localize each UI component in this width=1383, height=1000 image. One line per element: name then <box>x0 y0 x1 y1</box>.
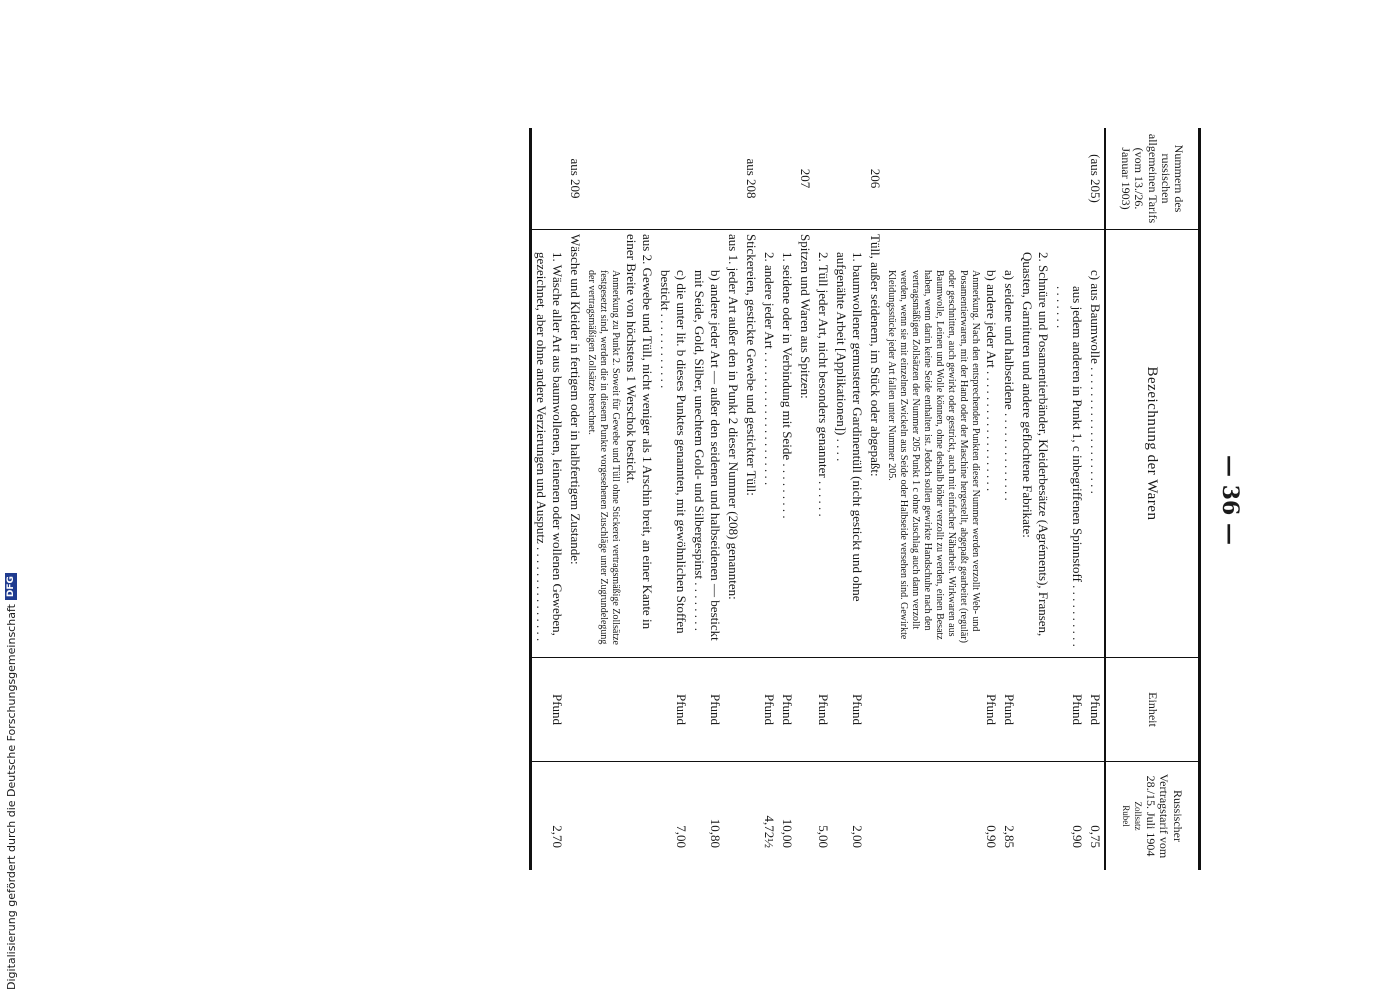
table-row <box>656 128 690 870</box>
tariff-number-cell <box>1000 128 1018 230</box>
digitization-footer <box>0 576 22 1000</box>
tariff-number-cell <box>724 128 742 230</box>
tariff-number-cell: 207 <box>796 128 814 230</box>
header-goods-description: Bezeichnung der Waren <box>1106 230 1198 658</box>
table-row <box>884 128 982 870</box>
tariff-number-cell: (aus 205) <box>1086 128 1104 230</box>
duty-rate-cell <box>742 762 760 870</box>
unit-cell: Pfund <box>814 658 832 762</box>
duty-rate-cell: 2,00 <box>850 825 865 848</box>
unit-cell <box>622 658 656 762</box>
unit-cell: Pfund <box>532 658 566 762</box>
duty-rate-cell <box>1018 762 1052 870</box>
table-row <box>1086 128 1104 870</box>
unit-cell: Pfund <box>656 658 690 762</box>
table-row <box>532 128 566 870</box>
description-cell: Tüll, außer seidenem, im Stück oder abgepaßt: <box>866 230 884 658</box>
unit-cell <box>566 658 584 762</box>
annotation-cell: Anmerkung zu Punkt 2. Soweit für Gewebe und Tüll ohne Stickerei vertragsmäßige Zollsätze festgesetzt sind, werden die in diesem Punkte vorgesehenen Zuschläge unter Zugrundelegung der vertragsmäßigen Zollsätze berechnet. <box>584 230 622 658</box>
table-row <box>1000 128 1018 870</box>
tariff-number-cell <box>1052 128 1086 230</box>
duty-rate-cell: 4,72½ <box>762 815 777 848</box>
tariff-number-cell <box>982 128 1000 230</box>
page-number: — 36 — <box>1217 455 1243 545</box>
table-row <box>982 128 1000 870</box>
tariff-number-cell <box>814 128 832 230</box>
header-duty-rate-unit: Rubel <box>1121 805 1132 827</box>
tariff-number-cell <box>832 128 866 230</box>
unit-cell <box>742 658 760 762</box>
table-row <box>760 128 778 870</box>
header-tariff-number: Nummern des russischen allgemeinen Tarifs (vom 13./26. Januar 1903) <box>1106 128 1198 230</box>
tariff-number-cell <box>532 128 566 230</box>
unit-cell: Pfund <box>1000 658 1018 762</box>
description-cell: Stickereien, gestickte Gewebe und gestickter Tüll: <box>742 230 760 658</box>
description-cell: aus jedem anderen in Punkt 1, c inbegriffenen Spinnstoff . . . . . . . . . . . . . . . . . <box>1052 230 1086 658</box>
unit-cell: Pfund <box>760 658 778 762</box>
tariff-number-cell <box>656 128 690 230</box>
table-row <box>566 128 584 870</box>
table-row <box>778 128 796 870</box>
table-row <box>1052 128 1086 870</box>
table-row <box>690 128 724 870</box>
annotation-cell: Anmerkung. Nach den entsprechenden Punkten dieser Nummer werden verzollt Web- und Posamentierwaren, mit der Hand oder der Maschine hergestellt, abgepaßt gearbeitet (regulär) oder geschnitten, auch gewirkt oder gestrickt, auch mit einfacher Näharbeit. Wirkwaren aus Baumwolle, Leinen und Wolle können, ohne deshalb höher verzollt zu werden, einen Besatz haben, wenn darin keine Seide enthalten ist. Jedoch sollen gewirkte Handschuhe nach den vertragsmäßigen Zollsätzen der Nummer 205 Punkt 1 c ohne Zuschlag auch dann verzollt werden, wenn sie mit einzelnen Zwickeln aus Seide oder Halbseide versehen sind. Gewirkte Kleidungsstücke jeder Art fallen unter Nummer 205. <box>884 230 982 658</box>
duty-rate-cell: 2,70 <box>550 825 565 848</box>
unit-cell <box>884 658 982 762</box>
description-cell: b) andere jeder Art — außer den seidenen und halbseidenen — bestickt mit Seide, Gold, Silber, unechtem Gold- und Silbergespinst . . . . . . . . <box>690 230 724 658</box>
description-cell: aus 2. Gewebe und Tüll, nicht weniger als 1 Arschin breit, an einer Kante in einer Breite von höchstens 1 Werschok bestickt. <box>622 230 656 658</box>
duty-rate-cell <box>584 762 622 870</box>
table-row <box>1018 128 1052 870</box>
tariff-number-cell <box>884 128 982 230</box>
description-cell: 2. andere jeder Art . . . . . . . . . . . . . . . . . . . . . <box>760 230 778 658</box>
table-row <box>832 128 866 870</box>
unit-cell: Pfund <box>1052 658 1086 762</box>
table-header <box>1104 128 1198 870</box>
duty-rate-cell: 5,00 <box>816 825 831 848</box>
header-duty-rate-sub: Zollsatz <box>1133 801 1144 831</box>
description-cell: 1. baumwollener gemusterter Gardinentüll (nicht gestickt und ohne aufgenähte Arbeit [Applikationen]) . . . . <box>832 230 866 658</box>
table-body <box>532 128 1104 870</box>
duty-rate-cell: 2,85 <box>1002 825 1017 848</box>
duty-rate-cell: 10,00 <box>780 818 795 848</box>
duty-rate-cell: 10,80 <box>708 818 723 848</box>
duty-rate-cell: 0,90 <box>984 825 999 848</box>
description-cell: a) seidene und halbseidene . . . . . . . . . . . . . . <box>1000 230 1018 658</box>
header-unit: Einheit <box>1106 658 1198 762</box>
unit-cell <box>724 658 742 762</box>
unit-cell: Pfund <box>832 658 866 762</box>
header-duty-rate <box>1106 762 1198 870</box>
tariff-number-cell <box>760 128 778 230</box>
tariff-number-cell <box>690 128 724 230</box>
table-row <box>742 128 760 870</box>
unit-cell <box>584 658 622 762</box>
duty-rate-cell <box>796 762 814 870</box>
description-cell: 1. seidene oder in Verbindung mit Seide . . . . . . . . . <box>778 230 796 658</box>
footer-text: Digitalisierung gefördert durch die Deutsche Forschungsgemeinschaft <box>4 604 18 990</box>
description-cell: aus 1. jeder Art außer den in Punkt 2 dieser Nummer (208) genannten: <box>724 230 742 658</box>
description-cell: Wäsche und Kleider in fertigem oder in halbfertigem Zustande: <box>566 230 584 658</box>
unit-cell <box>796 658 814 762</box>
tariff-table <box>529 128 1201 870</box>
table-row <box>584 128 622 870</box>
duty-rate-cell: 0,75 <box>1088 825 1103 848</box>
header-duty-rate-title: Russischer Vertragstarif vom 28./15. Juli 1904 <box>1144 773 1185 859</box>
tariff-number-cell: aus 208 <box>742 128 760 230</box>
unit-cell: Pfund <box>982 658 1000 762</box>
dfg-logo: DFG <box>5 573 17 600</box>
unit-cell: Pfund <box>778 658 796 762</box>
table-row <box>622 128 656 870</box>
table-row <box>814 128 832 870</box>
duty-rate-cell: 0,90 <box>1070 825 1085 848</box>
tariff-number-cell <box>622 128 656 230</box>
description-cell: 2. Schnüre und Posamentierbänder, Kleiderbesätze (Agréments), Fransen, Quasten, Garnituren und andere geflochtene Fabrikate: <box>1018 230 1052 658</box>
tariff-number-cell <box>584 128 622 230</box>
tariff-number-cell: 206 <box>866 128 884 230</box>
unit-cell <box>1018 658 1052 762</box>
duty-rate-cell <box>724 762 742 870</box>
tariff-number-cell: aus 209 <box>566 128 584 230</box>
unit-cell: Pfund <box>690 658 724 762</box>
duty-rate-cell: 7,00 <box>674 825 689 848</box>
description-cell: b) andere jeder Art . . . . . . . . . . . . . . . . . . . <box>982 230 1000 658</box>
duty-rate-cell <box>622 762 656 870</box>
table-row <box>796 128 814 870</box>
tariff-number-cell <box>1018 128 1052 230</box>
description-cell: Spitzen und Waren aus Spitzen: <box>796 230 814 658</box>
tariff-number-cell <box>778 128 796 230</box>
duty-rate-cell <box>884 762 982 870</box>
description-cell: c) die unter lit. b dieses Punktes genannten, mit gewöhnlichen Stoffen bestickt . . . . . . . . . . . . <box>656 230 690 658</box>
description-cell: 2. Tüll jeder Art, nicht besonders genannter . . . . . . <box>814 230 832 658</box>
duty-rate-cell <box>866 762 884 870</box>
duty-rate-cell <box>566 762 584 870</box>
unit-cell <box>866 658 884 762</box>
table-row <box>724 128 742 870</box>
description-cell: 1. Wäsche aller Art aus baumwollenen, leinenen oder wollenen Geweben, gezeichnet, aber ohne andere Verzierungen und Ausputz . . . . . . . . . . . . . . . <box>532 230 566 658</box>
unit-cell: Pfund <box>1086 658 1104 762</box>
description-cell: c) aus Baumwolle . . . . . . . . . . . . . . . . . . . . <box>1086 230 1104 658</box>
table-row <box>866 128 884 870</box>
